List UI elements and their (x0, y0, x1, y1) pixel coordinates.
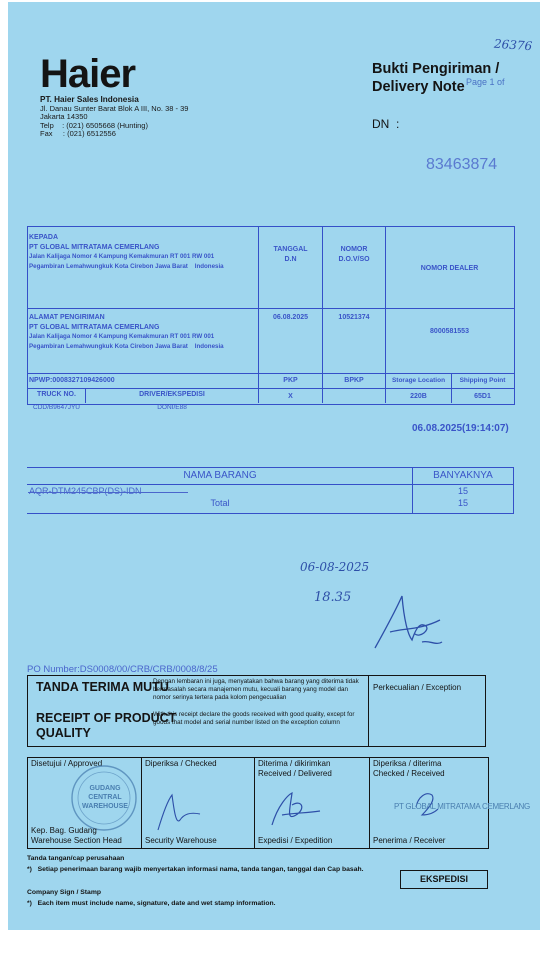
company-info (40, 96, 188, 139)
print-timestamp: 06.08.2025(19:14:07) (412, 423, 509, 434)
kepada-address-1: Jalan Kalijaga Nomor 4 Kampung Kemakmuran RT 001 RW 001 (29, 253, 215, 260)
row-divider (27, 308, 514, 309)
approved-label: Disetujui / Approved (31, 759, 103, 768)
received-role: Penerima / Receiver (373, 836, 446, 845)
dealer-value: 8000581553 (430, 328, 469, 335)
bpkp-label: BPKP (344, 377, 364, 384)
col-banyaknya: BANYAKNYA (433, 470, 493, 481)
delivered-role: Expedisi / Expedition (258, 836, 333, 845)
tanda-terima-mutu: TANDA TERIMA MUTU (36, 680, 169, 694)
footer-line-2: *) Setiap penerimaan barang wajib menyertakan informasi nama, tanda tangan, tanggal dan Cap basah. (27, 866, 364, 873)
stamp-gudang-2: CENTRAL (88, 794, 122, 801)
total-label: Total (210, 498, 230, 508)
alamat-address-1: Jalan Kalijaga Nomor 4 Kampung Kemakmuran RT 001 RW 001 (29, 333, 215, 340)
receiver-stamp: PT GLOBAL MITRATAMA CEMERLANG (394, 802, 530, 811)
company-name: PT. Haier Sales Indonesia (40, 95, 139, 104)
driver-value: DONI/E88 (157, 404, 187, 411)
nomor-label: NOMOR (340, 246, 368, 253)
company-telp: Telp : (021) 6505668 (Hunting) (40, 120, 148, 130)
approved-role (31, 826, 122, 845)
checked-label: Diperiksa / Checked (145, 759, 217, 768)
alamat-address-2: Pegambiran Lemahwungkuk Kota Cirebon Jawa Barat Indonesia (29, 342, 224, 350)
row-divider (27, 484, 514, 485)
nomor-dealer-label: NOMOR DEALER (420, 265, 479, 272)
received-label-1: Diperiksa / diterima (373, 759, 442, 768)
dn-label: DN : (372, 117, 400, 131)
tanggal-value: 06.08.2025 (272, 314, 309, 321)
storage-label: Storage Location (391, 377, 446, 384)
ekspedisi-box: EKSPEDISI (400, 870, 488, 889)
expedition-signature (262, 785, 332, 835)
approved-role-1: Kep. Bag. Gudang (31, 826, 97, 835)
alamat-label: ALAMAT PENGIRIMAN (29, 314, 105, 321)
approved-role-2: Warehouse Section Head (31, 835, 122, 845)
title-line-1: Bukti Pengiriman / (372, 61, 500, 77)
stamp-gudang-3: WAREHOUSE (82, 803, 128, 810)
delivered-label-2: Received / Delivered (258, 769, 332, 778)
alamat-name: PT GLOBAL MITRATAMA CEMERLANG (29, 323, 160, 331)
tanggal-label: TANGGAL (273, 246, 308, 253)
receipt-divider (368, 675, 369, 746)
truck-value: CDD/B9647JYU (33, 404, 80, 411)
kepada-address-2: Pegambiran Lemahwungkuk Kota Cirebon Jawa Barat Indonesia (29, 262, 224, 270)
delivered-label (258, 759, 332, 779)
gudang-stamp-text (78, 784, 132, 811)
footer-line-3: Company Sign / Stamp (27, 889, 102, 896)
pkp-value: X (288, 393, 293, 400)
page-indicator: Page 1 of (466, 77, 505, 87)
receipt-of-product: RECEIPT OF PRODUCT (36, 711, 177, 725)
strike-line (28, 492, 188, 493)
dn-number: 83463874 (426, 156, 498, 173)
kepada-block (29, 233, 257, 271)
nomor-header (323, 245, 385, 264)
row-divider (27, 388, 514, 389)
receipt-quality: QUALITY (36, 726, 91, 740)
handwritten-number: 26376 (493, 36, 533, 54)
handwritten-date: 06-08-2025 (300, 560, 370, 574)
receipt-text-id: Dengan lembaran ini juga, menyatakan bahwa barang yang diterima tidak bermasalah secara manajemen mutu, kecuali barang yang model dan nomor serinya tertera pada kolom pengecualian (153, 678, 359, 702)
kepada-name: PT GLOBAL MITRATAMA CEMERLANG (29, 243, 160, 251)
tanggal-sub: D.N (284, 255, 297, 263)
company-fax: Fax : (021) 6512556 (40, 129, 116, 139)
handwritten-time: 18.35 (314, 590, 352, 605)
checked-role: Security Warehouse (145, 836, 217, 845)
security-signature (150, 790, 220, 835)
pkp-label: PKP (283, 377, 298, 384)
alamat-block (29, 313, 257, 351)
sig-divider (254, 757, 255, 848)
haier-logo: Haier (40, 52, 136, 96)
company-address-1: Jl. Danau Sunter Barat Blok A III, No. 38 - 39 (40, 103, 189, 113)
kepada-label: KEPADA (29, 234, 59, 241)
po-number: PO Number:DS0008/00/CRB/CRB/0008/8/25 (27, 664, 218, 675)
col-nama-barang: NAMA BARANG (183, 470, 257, 481)
company-address-2: Jakarta 14350 (40, 112, 88, 122)
nomor-sub: D.O.V/SO (338, 255, 370, 263)
footer-line-4: *) Each item must include name, signature, date and wet stamp information. (27, 900, 276, 907)
received-label-2: Checked / Received (373, 769, 445, 778)
sig-divider (369, 757, 370, 848)
driver-label: DRIVER/EKSPEDISI (139, 391, 205, 398)
nomor-value: 10521374 (338, 314, 370, 321)
npwp: NPWP:0008327109426000 (29, 377, 115, 384)
item-name: AQR-DTM245CBP(DS)-IDN (29, 486, 142, 496)
tanggal-header (259, 245, 322, 264)
title-line-2: Delivery Note (372, 79, 465, 95)
delivered-label-1: Diterima / dikirimkan (258, 759, 331, 768)
shipping-label: Shipping Point (459, 377, 506, 384)
stamp-gudang-1: GUDANG (89, 785, 121, 792)
handwritten-signature (360, 590, 450, 660)
receipt-text-en: With this receipt declare the goods received with good quality, except for goods that model and serial number listed on the exception column (153, 711, 355, 727)
item-qty: 15 (457, 486, 468, 496)
storage-value: 220B (410, 393, 427, 400)
footer-line-1: Tanda tangan/cap perusahaan (27, 855, 125, 862)
exception-label: Perkecualian / Exception (373, 683, 462, 692)
truck-label: TRUCK NO. (37, 391, 76, 398)
row-divider (27, 373, 514, 374)
received-label (373, 759, 445, 779)
shipping-value: 65D1 (474, 393, 491, 400)
total-qty: 15 (457, 498, 468, 508)
